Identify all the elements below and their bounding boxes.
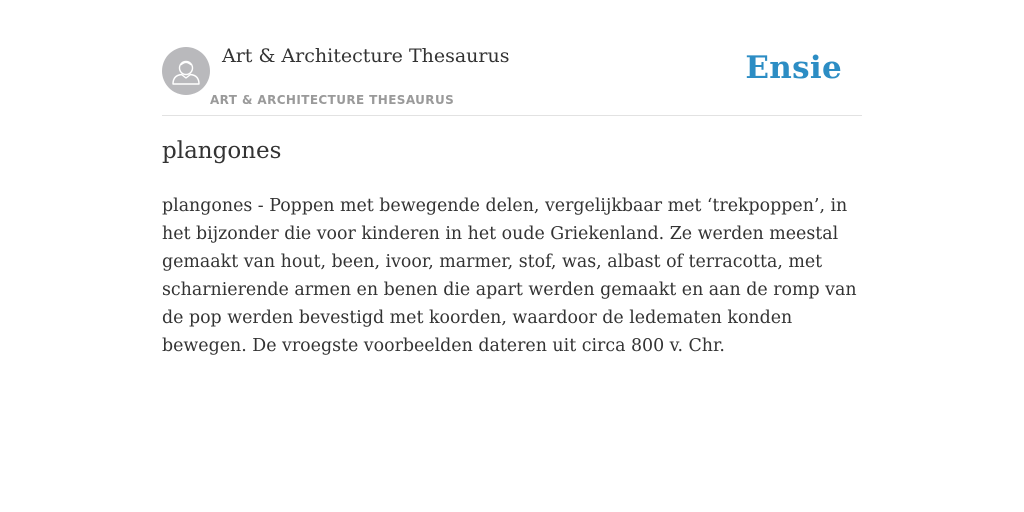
header [162, 0, 862, 116]
avatar[interactable] [162, 47, 210, 95]
brand-logo[interactable]: Ensie [745, 50, 842, 86]
page [162, 0, 862, 512]
user-placeholder-icon [162, 47, 210, 95]
author-name[interactable]: Art & Architecture Thesaurus [222, 45, 510, 67]
entry-definition: plangones - Poppen met bewegende delen, vergelijkbaar met ‘trekpoppen’, in het bijzonder die voor kinderen in het oude Griekenland. Ze werden meestal gemaakt van hout, been, ivoor, marmer, stof, was, albast of terracotta, met scharnierende armen en benen die apart werden gemaakt en aan de romp van de pop werden bevestigd met koorden, waardoor de ledematen konden bewegen. De vroegste voorbeelden dateren uit circa 800 v. Chr. [162, 196, 857, 356]
entry-title: plangones [162, 138, 282, 164]
source-label: ART & ARCHITECTURE THESAURUS [210, 93, 455, 107]
